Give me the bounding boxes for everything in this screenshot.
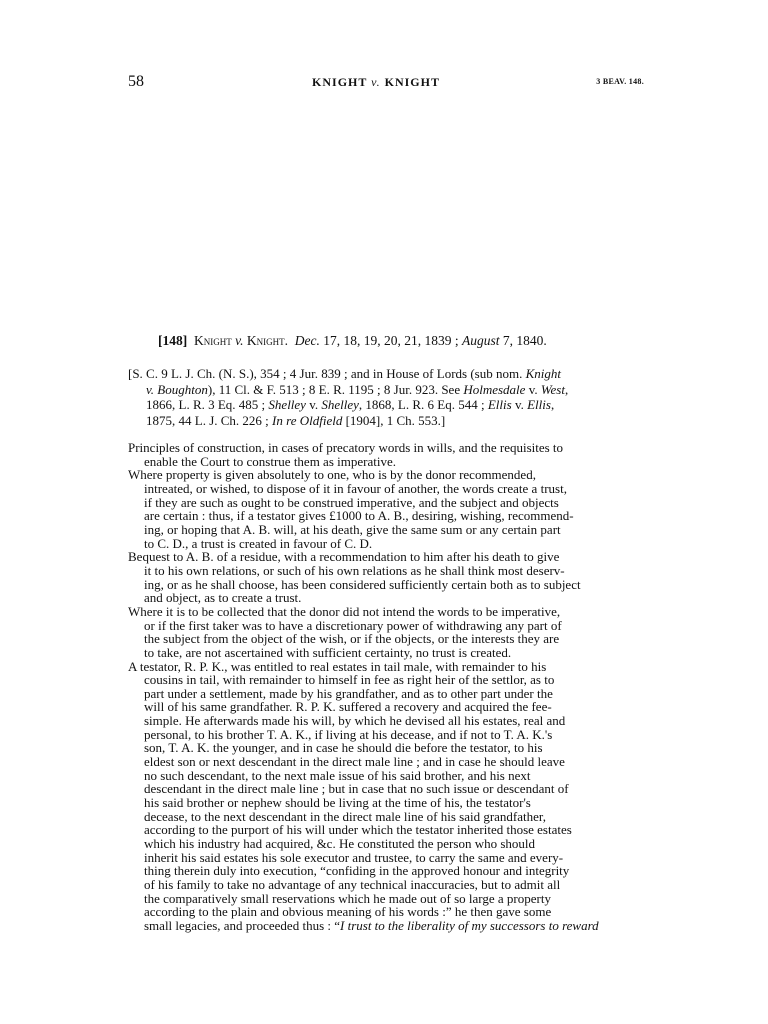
case-heading (158, 333, 547, 349)
body-line: to C. D., a trust is created in favour of C. D. (144, 535, 373, 551)
body-line: Bequest to A. B. of a residue, with a recommendation to him after his death to give (128, 549, 560, 565)
body-line: the subject from the object of the wish, or if the objects, or the interests they are (144, 631, 560, 647)
running-title-party2: KNIGHT (384, 75, 440, 89)
body-line: of his family to take no advantage of any technical inaccuracies, but to admit all (144, 877, 561, 892)
case-party1: Knight (194, 333, 232, 348)
body-line: it to his own relations, or such of his own relations as he shall think most deserv- (144, 562, 565, 578)
case-date1-days: 17, 18, 19, 20, 21, 1839 ; (323, 333, 459, 348)
body-line: Where it is to be collected that the donor did not intend the words to be imperative, (128, 603, 561, 619)
body-line: decease, to the next descendant in the direct male line of his said grandfather, (144, 808, 546, 824)
body-line: inherit his said estates his sole executor and trustee, to carry the same and every- (144, 849, 564, 865)
body-line: thing therein duly into execution, “confiding in the approved honour and integrity (144, 863, 570, 879)
body-line: simple. He afterwards made his will, by which he devised all his estates, real and (144, 713, 566, 729)
running-title-vs: v. (371, 75, 381, 89)
body-line: will of his same grandfather. R. P. K. suffered a recovery and acquired the fee- (144, 699, 552, 715)
body-line: A testator, R. P. K., was entitled to real estates in tail male, with remainder to his (128, 658, 547, 674)
citation-line: 1866, L. R. 3 Eq. 485 ; Shelley v. Shelley, 1868, L. R. 6 Eq. 544 ; Ellis v. Ellis, (146, 397, 555, 413)
citations-block (128, 366, 668, 428)
body-line (128, 919, 668, 933)
headnote-body (128, 441, 668, 933)
citation-line: 1875, 44 L. J. Ch. 226 ; In re Oldfield [1904], 1 Ch. 553.] (146, 412, 446, 428)
running-citation: 3 BEAV. 148. (596, 77, 644, 86)
body-line: if they are such as ought to be construed imperative, and the subject and objects (144, 494, 559, 510)
body-line: eldest son or next descendant in the direct male line ; and in case he should leave (144, 754, 565, 770)
body-line: Principles of construction, in cases of precatory words in wills, and the requisites to (128, 440, 564, 455)
case-date1-month: Dec. (294, 333, 320, 348)
body-line-start: small legacies, and proceeded thus : “ (144, 917, 341, 933)
case-date2-day: 7, 1840. (502, 333, 547, 348)
case-vs: v. (235, 333, 244, 348)
body-line: the comparatively small reservations which he made out of so large a property (144, 890, 551, 906)
page-number: 58 (128, 73, 144, 90)
body-line: according to the purport of his will under which the testator inherited those estates (144, 822, 572, 838)
body-line: intreated, or wished, to dispose of it in favour of another, the words create a trust, (144, 480, 567, 496)
body-line: personal, to his brother T. A. K., if living at his decease, and if not to T. A. K.'s (144, 726, 553, 742)
citation-line: [S. C. 9 L. J. Ch. (N. S.), 354 ; 4 Jur. 839 ; and in House of Lords (sub nom. Knight (128, 366, 561, 381)
case-party2: Knight. (246, 333, 288, 348)
body-line: ing, or as he shall choose, has been considered sufficiently certain both as to subject (144, 576, 581, 592)
case-page-marker: [148] (158, 333, 188, 348)
running-title (108, 75, 644, 90)
case-date2-month: August (462, 333, 500, 348)
body-line: part under a settlement, made by his grandfather, and as to other part under the (144, 685, 553, 701)
body-line: according to the plain and obvious meaning of his words :” he then gave some (144, 904, 552, 920)
body-line: no such descendant, to the next male issue of his said brother, and his next (144, 767, 531, 783)
running-title-party1: KNIGHT (312, 75, 368, 89)
body-line: and object, as to create a trust. (144, 590, 302, 606)
body-line: Where property is given absolutely to one, who is by the donor recommended, (128, 467, 536, 483)
body-line: to take, are not ascertained with sufficient certainty, no trust is created. (144, 644, 512, 660)
body-line: descendant in the direct male line ; but in case that no such issue or descendant of (144, 781, 569, 797)
body-line: which his industry had acquired, &c. He constituted the person who should (144, 836, 536, 852)
body-line: are certain : thus, if a testator gives £1000 to A. B., desiring, wishing, recommend- (144, 508, 574, 524)
running-head (128, 73, 644, 93)
body-line: cousins in tail, with remainder to himself in fee as right heir of the settlor, as to (144, 672, 555, 688)
body-line: son, T. A. K. the younger, and in case he should die before the testator, to his (144, 740, 543, 756)
quoted-will-text: I trust to the liberality of my successors to reward (340, 917, 599, 933)
citation-line: v. Boughton), 11 Cl. & F. 513 ; 8 E. R. 1195 ; 8 Jur. 923. See Holmesdale v. West, (146, 381, 569, 397)
body-line: enable the Court to construe them as imperative. (144, 453, 396, 469)
body-line: his said brother or nephew should be living at the time of his, the testator's (144, 795, 531, 811)
body-line: ing, or hoping that A. B. will, at his death, give the same sum or any certain part (144, 521, 561, 537)
body-line: or if the first taker was to have a discretionary power of withdrawing any part of (144, 617, 562, 633)
